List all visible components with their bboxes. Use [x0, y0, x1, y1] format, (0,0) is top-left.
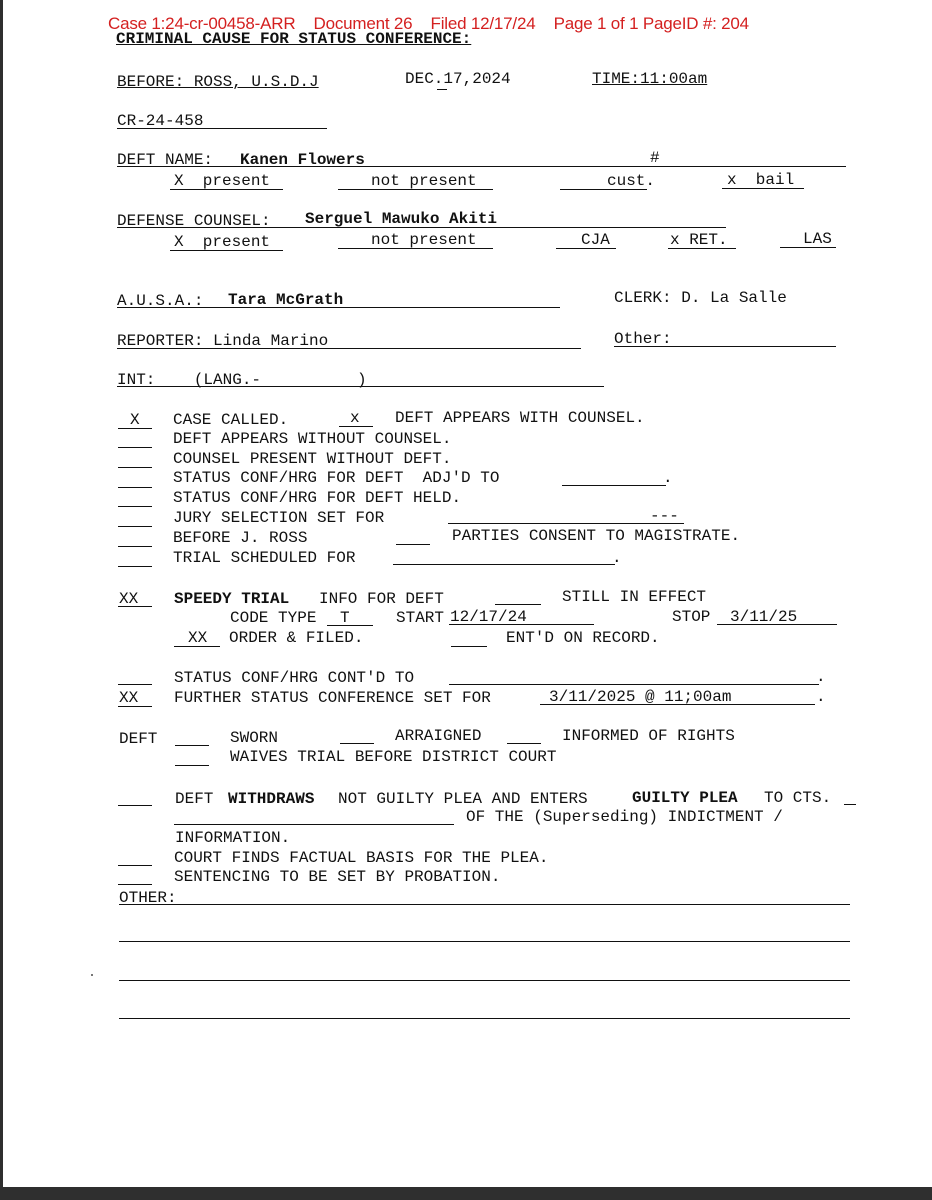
clerk-name: CLERK: D. La Salle — [614, 289, 787, 307]
counts-blank — [844, 804, 856, 805]
scan-speck — [91, 974, 93, 976]
viewer-left-border — [0, 0, 3, 1200]
reporter-name: REPORTER: Linda Marino — [117, 332, 329, 350]
informed-blank — [507, 743, 541, 744]
withdraws-text: NOT GUILTY PLEA AND ENTERS — [338, 790, 588, 808]
ausa-name: Tara McGrath — [228, 291, 344, 309]
start-label: START — [396, 609, 445, 627]
jury-date-line — [448, 523, 684, 524]
appears-without-counsel: DEFT APPEARS WITHOUT COUNSEL. — [173, 430, 452, 448]
entered-record-blank — [451, 646, 487, 647]
further-period: . — [816, 688, 826, 706]
speedy-trial-info: INFO FOR DEFT — [319, 590, 444, 608]
counsel-retained-underline — [668, 248, 736, 249]
docket-number: CR-24-458 — [117, 112, 204, 130]
filed-date: Filed 12/17/24 — [430, 14, 536, 33]
deft-label: DEFT — [119, 730, 158, 748]
entered-on-record: ENT'D ON RECORD. — [506, 629, 660, 647]
deft-not-present-underline — [338, 189, 493, 190]
ausa-underline — [117, 307, 560, 308]
withdraws-blank — [118, 805, 152, 806]
order-filed: ORDER & FILED. — [229, 629, 364, 647]
jury-dashes: --- — [650, 507, 679, 525]
deft-name-underline — [117, 166, 846, 167]
speedy-trial-mark: XX — [119, 590, 139, 608]
form-title: CRIMINAL CAUSE FOR STATUS CONFERENCE: — [116, 30, 472, 48]
trial-date-line — [393, 564, 615, 565]
held-blank — [118, 506, 152, 507]
withdraws-label: WITHDRAWS — [228, 790, 315, 808]
code-type-label: CODE TYPE — [230, 609, 317, 627]
appears-with-mark: x — [350, 409, 360, 427]
consent-blank — [396, 544, 430, 545]
appears-with-counsel: DEFT APPEARS WITH COUNSEL. — [395, 409, 645, 427]
counsel-name: Serguel Mawuko Akiti — [305, 210, 498, 228]
deft-number-label: # — [650, 149, 660, 167]
factual-basis-blank — [118, 865, 152, 866]
conference-date: DEC.17,2024 — [405, 70, 511, 88]
interpreter-line: INT: (LANG.- ) — [117, 371, 367, 389]
jury-blank — [118, 526, 152, 527]
docket-underline — [117, 128, 327, 129]
status-continued: STATUS CONF/HRG CONT'D TO — [174, 669, 415, 687]
counsel-present-underline — [170, 250, 283, 251]
stop-label: STOP — [672, 608, 711, 626]
continued-date-line — [449, 684, 819, 685]
case-called-mark: X — [130, 411, 140, 429]
code-type-value: T — [340, 609, 350, 627]
other-label: OTHER: — [119, 889, 177, 907]
other-top-underline — [614, 346, 836, 347]
judge-line: BEFORE: ROSS, U.S.D.J — [117, 73, 319, 91]
appears-without-blank — [118, 447, 152, 448]
deft-present-underline — [170, 189, 283, 190]
adjourned-blank — [118, 487, 152, 488]
ausa-label: A.U.S.A.: — [117, 292, 204, 310]
deft-bail-underline — [722, 188, 804, 189]
informed-of-rights: INFORMED OF RIGHTS — [562, 727, 735, 745]
case-number: Case 1:24-cr-00458-ARR — [108, 14, 296, 33]
appears-with-blank — [339, 426, 373, 427]
stop-underline — [717, 624, 837, 625]
date-underline — [437, 89, 447, 90]
deft-custody: cust. — [607, 172, 656, 190]
still-in-effect: STILL IN EFFECT — [562, 588, 707, 606]
adjourned-period: . — [663, 469, 673, 487]
stop-date: 3/11/25 — [730, 608, 798, 626]
further-conference-mark: XX — [119, 689, 139, 707]
arraigned: ARRAIGNED — [395, 727, 482, 745]
document-number: Document 26 — [313, 14, 413, 33]
arraigned-blank — [340, 743, 374, 744]
speedy-trial-label: SPEEDY TRIAL — [174, 590, 290, 608]
withdraws-deft: DEFT — [175, 790, 214, 808]
deft-present: X present — [174, 172, 271, 190]
further-conference-label: FURTHER STATUS CONFERENCE SET FOR — [174, 689, 491, 707]
counsel-cja-underline — [556, 248, 616, 249]
parties-consent: PARTIES CONSENT TO MAGISTRATE. — [452, 527, 741, 545]
order-filed-blank — [174, 646, 220, 647]
trial-period: . — [612, 549, 622, 567]
page-id: Page 1 of 1 PageID #: 204 — [553, 14, 749, 33]
continued-blank — [118, 684, 152, 685]
before-j-ross: BEFORE J. ROSS — [173, 529, 308, 547]
guilty-plea-label: GUILTY PLEA — [632, 789, 738, 807]
other-line-4 — [119, 1018, 850, 1019]
further-conference-date: 3/11/2025 @ 11;00am — [549, 688, 732, 706]
further-conference-blank — [118, 706, 152, 707]
status-adjourned: STATUS CONF/HRG FOR DEFT ADJ'D TO — [173, 469, 500, 487]
counsel-present: X present — [174, 233, 271, 251]
factual-basis: COURT FINDS FACTUAL BASIS FOR THE PLEA. — [174, 849, 549, 867]
deft-custody-underline — [560, 189, 647, 190]
counsel-cja: CJA — [581, 231, 610, 249]
other-line-1 — [119, 904, 850, 905]
sworn: SWORN — [230, 729, 279, 747]
sworn-blank — [175, 745, 209, 746]
to-counts: TO CTS. — [764, 789, 832, 807]
other-line-2 — [119, 941, 850, 942]
deft-name: Kanen Flowers — [240, 151, 365, 169]
start-date: 12/17/24 — [450, 608, 527, 626]
deft-bail: x bail — [727, 171, 795, 189]
still-in-effect-blank — [495, 604, 541, 605]
counsel-without-deft-blank — [118, 467, 152, 468]
other-top-label: Other: — [614, 330, 672, 348]
reporter-underline — [117, 348, 581, 349]
other-line-3 — [119, 980, 850, 981]
waives-trial: WAIVES TRIAL BEFORE DISTRICT COURT — [230, 748, 557, 766]
further-conference-underline — [540, 704, 815, 705]
status-held: STATUS CONF/HRG FOR DEFT HELD. — [173, 489, 462, 507]
counsel-not-present-underline — [338, 248, 493, 249]
interpreter-underline — [117, 386, 604, 387]
sentencing-blank — [118, 884, 152, 885]
trial-blank — [118, 566, 152, 567]
conference-time: TIME:11:00am — [592, 70, 708, 88]
order-filed-mark: XX — [188, 629, 208, 647]
counts-line — [174, 824, 454, 825]
superseding-indictment: OF THE (Superseding) INDICTMENT / — [466, 808, 783, 826]
adjourned-date-line — [562, 485, 666, 486]
counsel-las: LAS — [803, 230, 832, 248]
before-ross-blank — [118, 546, 152, 547]
counsel-underline — [117, 227, 726, 228]
case-called: CASE CALLED. — [173, 411, 289, 429]
sentencing-probation: SENTENCING TO BE SET BY PROBATION. — [174, 868, 501, 886]
code-type-underline — [327, 625, 373, 626]
speedy-trial-blank — [118, 606, 152, 607]
jury-selection: JURY SELECTION SET FOR — [173, 509, 385, 527]
counsel-las-underline — [780, 247, 836, 248]
counsel-label: DEFENSE COUNSEL: — [117, 212, 271, 230]
deft-name-label: DEFT NAME: — [117, 151, 214, 169]
information: INFORMATION. — [175, 829, 291, 847]
case-called-blank — [118, 428, 152, 429]
viewer-bottom-border — [0, 1187, 932, 1200]
counsel-not-present: not present — [371, 231, 477, 249]
continued-period: . — [816, 668, 826, 686]
counsel-without-deft: COUNSEL PRESENT WITHOUT DEFT. — [173, 450, 452, 468]
counsel-retained: x RET. — [670, 231, 728, 249]
start-underline — [449, 624, 594, 625]
trial-scheduled: TRIAL SCHEDULED FOR — [173, 549, 356, 567]
deft-not-present: not present — [371, 172, 477, 190]
waives-blank — [175, 765, 209, 766]
